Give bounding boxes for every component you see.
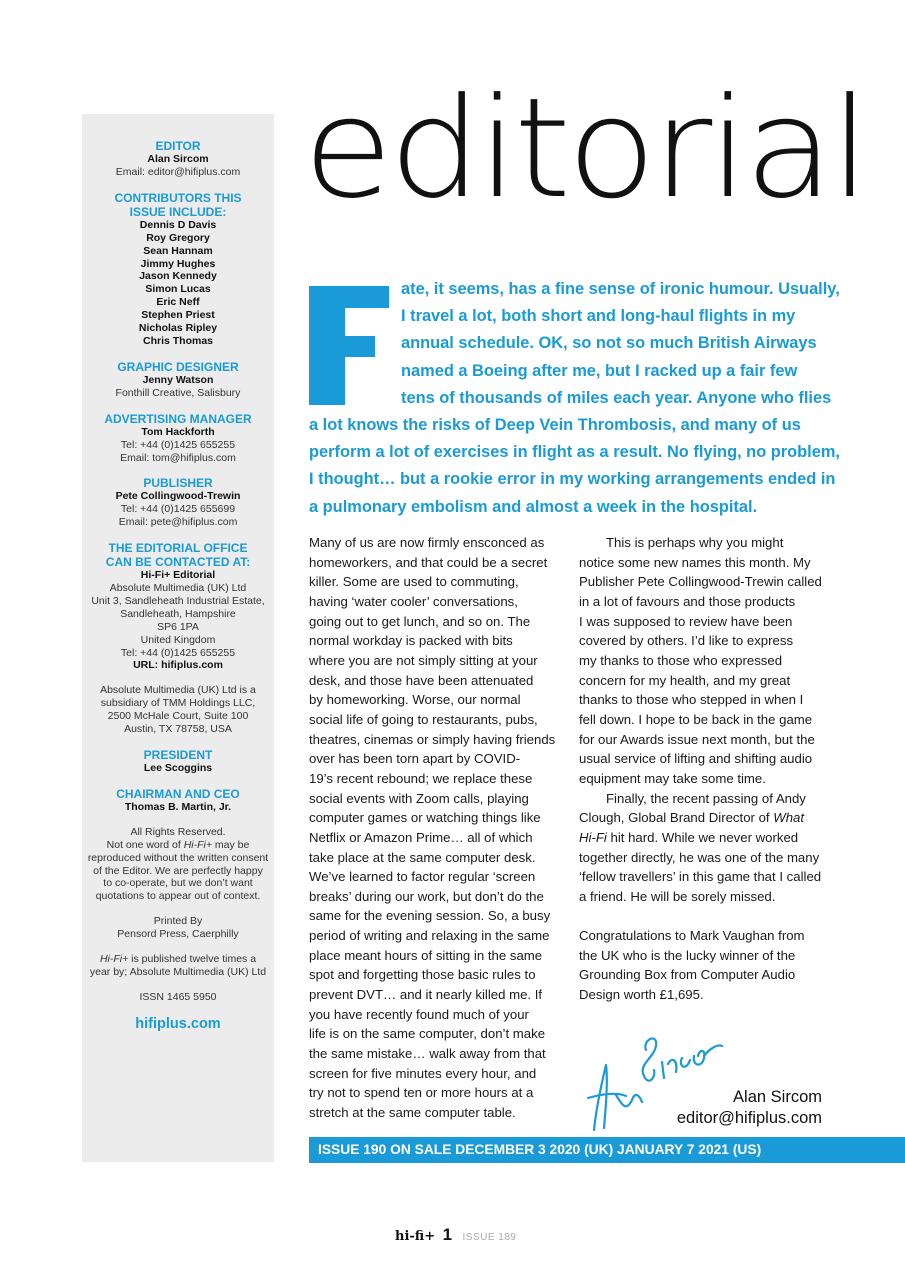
editor-block: [82, 139, 274, 179]
issue-banner: ISSUE 190 ON SALE DECEMBER 3 2020 (UK) JANUARY 7 2021 (US): [309, 1137, 905, 1163]
president-heading: PRESIDENT: [143, 748, 213, 762]
published-magazine: Hi-Fi+: [99, 953, 129, 966]
advertising-tel: Tel: +44 (0)1425 655255: [120, 438, 236, 451]
body-line: together directly, he was one of the many: [579, 849, 820, 865]
body-line: notice some new names this month. My: [579, 554, 811, 570]
magazine-title: Hi-Fi: [579, 829, 607, 845]
body-line: homeworkers, and that could be a secret: [309, 554, 548, 570]
editor-heading: EDITOR: [155, 139, 201, 153]
body-line: where you are not simply sitting at your: [309, 652, 538, 668]
body-text: Clough, Global Brand Director of: [579, 810, 774, 826]
office-url: URL: hifiplus.com: [133, 659, 223, 672]
chairman-block: [82, 787, 274, 814]
contributor-name: Eric Neff: [156, 296, 200, 309]
body-column-left: [309, 533, 559, 1123]
body-line: having ‘water cooler’ conversations,: [309, 593, 518, 609]
body-line: fell down. I hope to be back in the game: [579, 711, 813, 727]
rights-line: of the Editor. We are perfectly happy: [93, 864, 263, 877]
body-line: for our Awards issue next month, but the: [579, 731, 815, 747]
rights-text: may be: [211, 838, 250, 851]
contributor-name: Dennis D Davis: [139, 218, 217, 231]
body-line: covered by others. I’d like to express: [579, 633, 794, 649]
body-line: theatres, cinemas or simply having friends: [309, 731, 556, 747]
body-line: the same mistake… walk away from that: [309, 1046, 546, 1062]
body-line: Netflix or Amazon Prime… all of which: [309, 829, 533, 845]
contributors-block: [82, 191, 274, 348]
body-line: [579, 828, 829, 848]
designer-name: Jenny Watson: [142, 373, 214, 386]
editor-name: Alan Sircom: [147, 153, 209, 165]
contributors-list: [82, 219, 274, 348]
printer-line: Pensord Press, Caerphilly: [117, 928, 239, 941]
signature-name: Alan Sircom: [733, 1088, 822, 1106]
body-text: hit hard. While we never worked: [606, 829, 799, 845]
rights-line: reproduced without the written consent: [87, 851, 269, 864]
office-name: Hi-Fi+ Editorial: [140, 569, 216, 582]
contributor-name: Nicholas Ripley: [138, 322, 218, 335]
subsidiary-line: Absolute Multimedia (UK) Ltd is a: [100, 684, 256, 697]
body-line: Grounding Box from Computer Audio: [579, 967, 796, 983]
body-line: Congratulations to Mark Vaughan from: [579, 928, 805, 944]
contributor-name: Sean Hannam: [143, 244, 213, 257]
rights-line: quotations to appear out of context.: [95, 890, 261, 903]
subsidiary-line: subsidiary of TMM Holdings LLC,: [100, 697, 256, 710]
printer-line: Printed By: [153, 915, 203, 928]
printer-block: [82, 915, 274, 941]
body-line: This is perhaps why you might: [606, 535, 784, 550]
magazine-logo: hi-fi+: [395, 1229, 436, 1244]
advertising-heading: ADVERTISING MANAGER: [104, 411, 252, 426]
president-name: Lee Scoggins: [143, 762, 213, 774]
advertising-email: Email: tom@hifiplus.com: [120, 451, 236, 464]
published-line: year by; Absolute Multimedia (UK) Ltd: [89, 965, 267, 978]
body-line: normal workday is packed with bits: [309, 633, 513, 649]
published-text: is published twelve times a: [128, 953, 257, 966]
body-column-right: [579, 533, 829, 1005]
office-heading-1: THE EDITORIAL OFFICE: [108, 541, 248, 556]
contributor-name: Roy Gregory: [146, 231, 210, 244]
intro-line: I thought… but a rookie error in my working arrangements ended in: [309, 470, 836, 489]
publisher-block: [82, 476, 274, 529]
body-line: Many of us are now firmly ensconced as: [309, 535, 545, 550]
intro-line: perform a lot of exercises in flight as a result. No flying, no problem,: [309, 443, 840, 462]
body-line: by homeworking. Worse, our normal: [309, 692, 521, 708]
body-line: you have recently found much of your: [309, 1006, 529, 1022]
body-line: 19’s recent rebound; we replace these: [309, 770, 533, 786]
chairman-name: Thomas B. Martin, Jr.: [124, 800, 232, 813]
body-line: take place at the same computer desk.: [309, 849, 536, 865]
body-line: spot and forgetting those basic rules to: [309, 967, 536, 983]
publisher-email: Email: pete@hifiplus.com: [118, 516, 238, 529]
subsidiary-line: 2500 McHale Court, Suite 100: [107, 710, 249, 723]
intro-line: tens of thousands of miles each year. Anyone who flies: [401, 388, 832, 407]
contributor-name: Stephen Priest: [141, 309, 215, 322]
body-line: same for the evening session. So, a busy: [309, 908, 551, 924]
intro-line: a lot knows the risks of Deep Vein Thrombosis, and many of us: [309, 416, 801, 435]
body-line: place meant hours of sitting in the same: [309, 947, 543, 963]
body-line: breaks’ during our work, but don’t do the: [309, 888, 544, 904]
editor-email: Email: editor@hifiplus.com: [115, 165, 241, 178]
body-line: period of writing and relaxing in the same: [309, 928, 550, 944]
published-line: [82, 953, 274, 966]
publisher-heading: PUBLISHER: [143, 476, 213, 491]
contributors-heading-2: ISSUE INCLUDE:: [129, 204, 227, 219]
intro-line: a pulmonary embolism and almost a week in the hospital.: [309, 497, 758, 516]
body-line: social events with Zoom calls, playing: [309, 790, 529, 806]
rights-block: [82, 826, 274, 903]
published-block: [82, 953, 274, 979]
body-line: Publisher Pete Collingwood-Trewin called: [579, 574, 822, 590]
body-line: life is on the same computer, don’t make: [309, 1026, 546, 1042]
intro-line: annual schedule. OK, so not so much British Airways: [401, 334, 817, 353]
body-line: usual service of lifting and shifting audio: [579, 751, 813, 767]
body-line: a friend. He will be sorely missed.: [579, 888, 776, 904]
body-line: going out to get lunch, and so on. The: [309, 613, 531, 629]
contributor-name: Jimmy Hughes: [140, 257, 216, 270]
contributor-name: Simon Lucas: [145, 283, 211, 296]
body-line: stretch at the same computer table.: [309, 1105, 516, 1121]
contributor-name: Jason Kennedy: [139, 270, 217, 283]
office-line: Sandleheath, Hampshire: [120, 607, 236, 620]
rights-line: [82, 839, 274, 852]
body-line: Design worth £1,695.: [579, 987, 704, 1003]
body-line: desk, and those have been attenuated: [309, 672, 534, 688]
office-line: Tel: +44 (0)1425 655255: [120, 646, 236, 659]
body-line: computer games or watching things like: [309, 810, 541, 826]
body-line: ‘fellow travellers’ in this game that I called: [579, 869, 822, 885]
body-line: in a lot of favours and those products: [579, 593, 796, 609]
rights-line: to co-operate, but we don’t want: [103, 877, 253, 890]
intro-line: ate, it seems, has a fine sense of ironic humour. Usually,: [401, 280, 840, 298]
magazine-title: What: [773, 810, 805, 826]
office-line: Unit 3, Sandleheath Industrial Estate,: [91, 594, 265, 607]
intro-line: I travel a lot, both short and long-haul flights in my: [401, 307, 796, 326]
rights-text: Not one word of: [106, 838, 184, 851]
body-line: concern for my health, and my great: [579, 672, 791, 688]
contributors-heading-1: CONTRIBUTORS THIS: [114, 190, 242, 205]
designer-heading: GRAPHIC DESIGNER: [117, 359, 239, 374]
body-line: killer. Some are used to commuting,: [309, 574, 519, 590]
subsidiary-block: [82, 684, 274, 736]
chairman-heading: CHAIRMAN AND CEO: [116, 786, 240, 801]
masthead-sidebar: [82, 114, 274, 1162]
body-line: try not to spend ten or more hours at a: [309, 1085, 534, 1101]
body-line: [579, 808, 829, 828]
page-title: editorial: [303, 68, 867, 229]
publisher-tel: Tel: +44 (0)1425 655699: [120, 503, 236, 516]
website-link[interactable]: hifiplus.com: [135, 1015, 221, 1032]
office-line: United Kingdom: [140, 633, 216, 646]
office-heading-2: CAN BE CONTACTED AT:: [105, 555, 251, 570]
body-line: over has been torn apart by COVID-: [309, 751, 521, 767]
body-line: Finally, the recent passing of Andy: [606, 790, 806, 806]
body-line: the UK who is the lucky winner of the: [579, 947, 796, 963]
contributor-name: Chris Thomas: [142, 334, 213, 347]
body-line: social life of going to restaurants, pubs,: [309, 711, 538, 727]
designer-company: Fonthill Creative, Salisbury: [115, 386, 241, 399]
body-line: my thanks to those who expressed: [579, 652, 783, 668]
rights-magazine: Hi-Fi+: [183, 838, 212, 851]
page-number: 1: [442, 1225, 453, 1244]
issn: ISSN 1465 5950: [139, 990, 217, 1003]
body-line: equipment may take some time.: [579, 770, 766, 786]
office-block: [82, 541, 274, 672]
paragraph-gap: [579, 906, 829, 926]
publisher-name: Pete Collingwood-Trewin: [115, 490, 241, 503]
body-line: I was supposed to review have been: [579, 613, 793, 629]
advertising-block: [82, 412, 274, 465]
signature-email[interactable]: editor@hifiplus.com: [676, 1109, 822, 1127]
body-line: thanks to those who stepped in when I: [579, 692, 804, 708]
body-line: We’ve learned to factor regular ‘screen: [309, 869, 536, 885]
intro-line: named a Boeing after me, but I racked up a fair few: [401, 361, 798, 380]
advertising-name: Tom Hackforth: [141, 425, 215, 438]
office-line: SP6 1PA: [157, 620, 199, 633]
page-footer: [395, 1225, 517, 1245]
subsidiary-line: Austin, TX 78758, USA: [124, 723, 232, 736]
rights-line: All Rights Reserved.: [130, 825, 226, 838]
signature-block: [677, 1087, 822, 1129]
issue-number: ISSUE 189: [462, 1232, 517, 1243]
body-line: screen for five minutes every hour, and: [309, 1065, 537, 1081]
body-line: prevent DVT… and it nearly killed me. If: [309, 987, 543, 1003]
president-block: [82, 748, 274, 775]
designer-block: [82, 360, 274, 400]
office-line: Absolute Multimedia (UK) Ltd: [109, 582, 247, 595]
intro-paragraph: [309, 276, 840, 521]
